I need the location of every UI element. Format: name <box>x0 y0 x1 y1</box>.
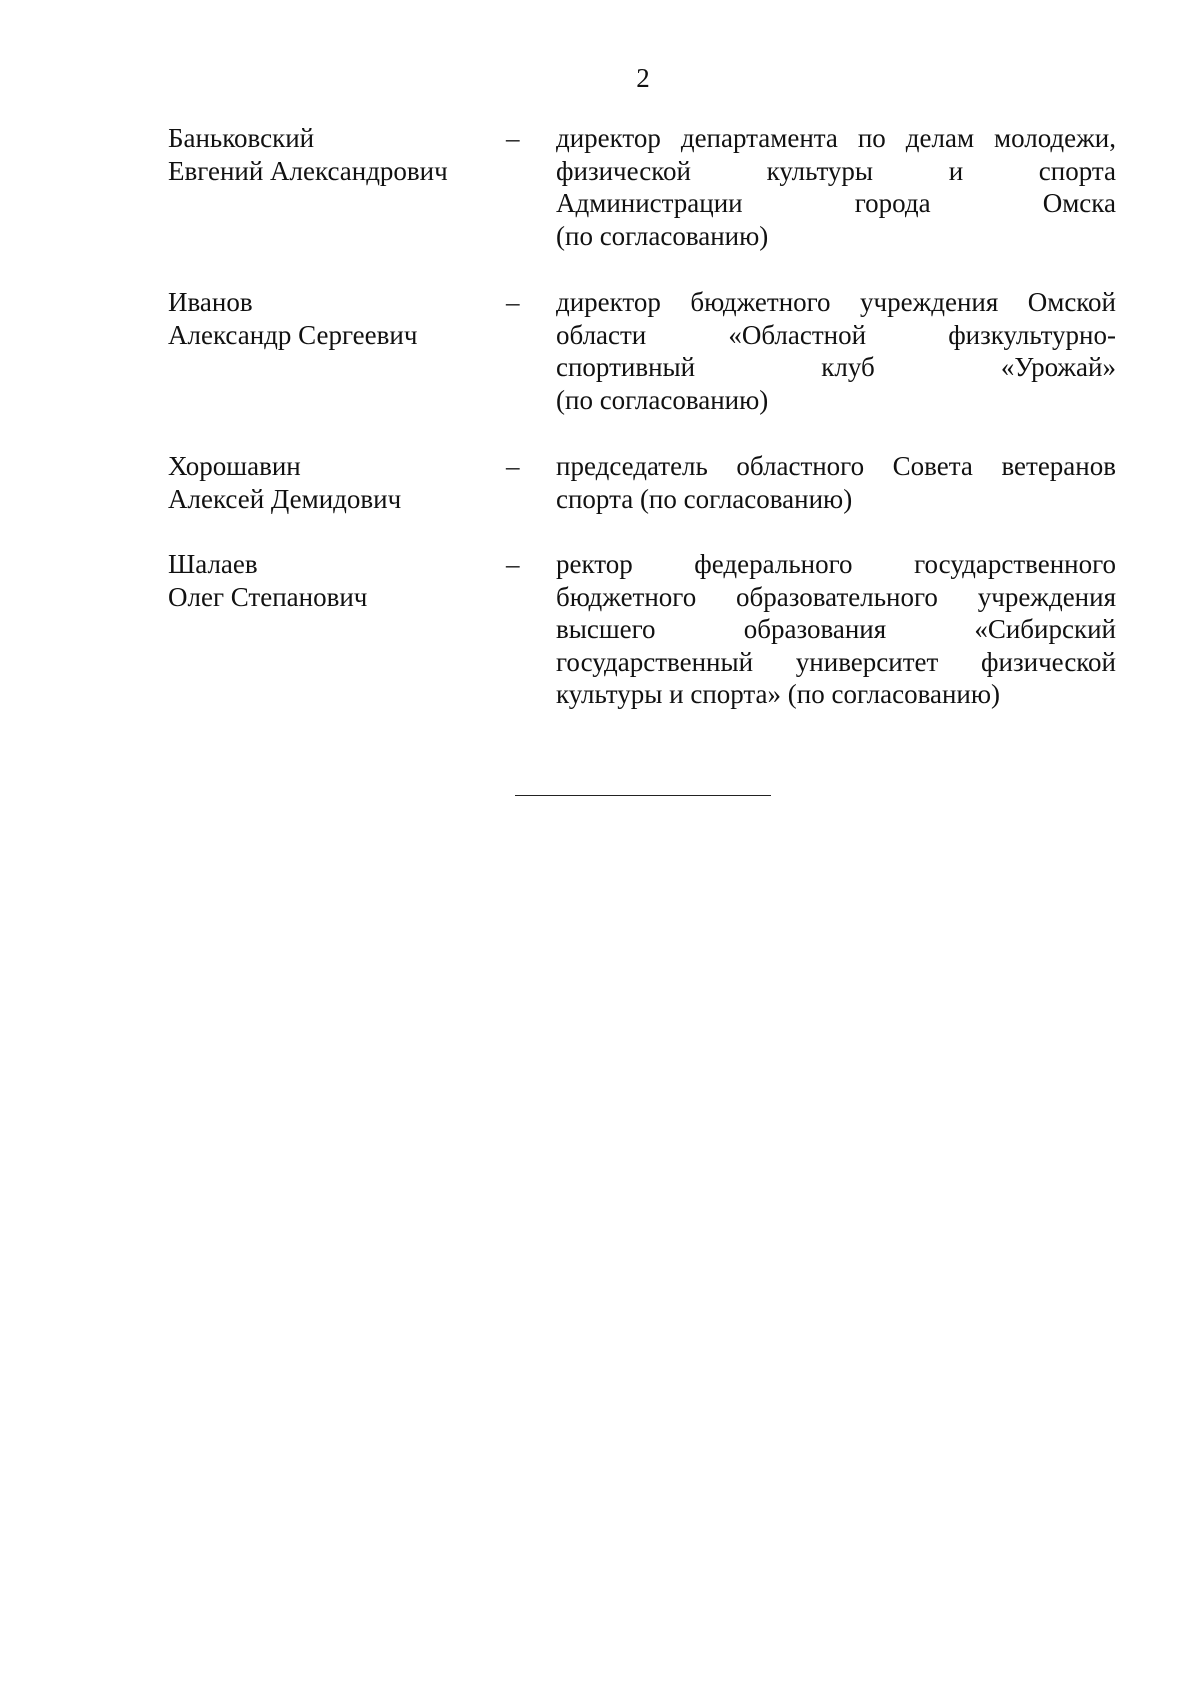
position-line: спортивный клуб «Урожай» <box>556 352 1116 382</box>
member-given-name: Александр Сергеевич <box>168 319 418 350</box>
position-line: культуры и спорта» (по согласованию) <box>556 679 1001 709</box>
position-line: директор департамента по делам молодежи, <box>556 123 1116 153</box>
member-name <box>168 122 508 187</box>
position-line: спорта (по согласованию) <box>556 483 853 514</box>
position-line: области «Областной физкультурно- <box>556 319 1116 350</box>
member-surname: Баньковский <box>168 123 315 153</box>
member-given-name: Олег Степанович <box>168 581 368 612</box>
position-line: директор бюджетного учреждения Омской <box>556 287 1116 317</box>
position-line: (по согласованию) <box>556 220 769 251</box>
member-position <box>556 450 1116 515</box>
dash-separator: – <box>506 287 520 317</box>
dash-separator: – <box>506 451 520 481</box>
member-name <box>168 286 508 351</box>
member-position <box>556 548 1116 711</box>
position-line: (по согласованию) <box>556 384 769 415</box>
dash-separator: – <box>506 123 520 153</box>
position-line: высшего образования «Сибирский <box>556 614 1116 644</box>
position-line: ректор федерального государственного <box>556 549 1116 579</box>
member-surname: Иванов <box>168 287 253 317</box>
member-surname: Шалаев <box>168 549 258 579</box>
member-surname: Хорошавин <box>168 451 301 481</box>
member-position <box>556 286 1116 416</box>
dash-separator: – <box>506 549 520 579</box>
position-line: председатель областного Совета ветеранов <box>556 451 1116 481</box>
member-given-name: Алексей Демидович <box>168 483 402 514</box>
member-name <box>168 548 508 613</box>
member-position <box>556 122 1116 252</box>
position-line: физической культуры и спорта <box>556 155 1116 186</box>
member-name <box>168 450 508 515</box>
position-line: государственный университет физической <box>556 646 1116 677</box>
page-number: 2 <box>636 63 650 93</box>
member-given-name: Евгений Александрович <box>168 155 448 186</box>
position-line: Администрации города Омска <box>556 188 1116 218</box>
closing-rule <box>515 795 771 796</box>
position-line: бюджетного образовательного учреждения <box>556 581 1116 612</box>
